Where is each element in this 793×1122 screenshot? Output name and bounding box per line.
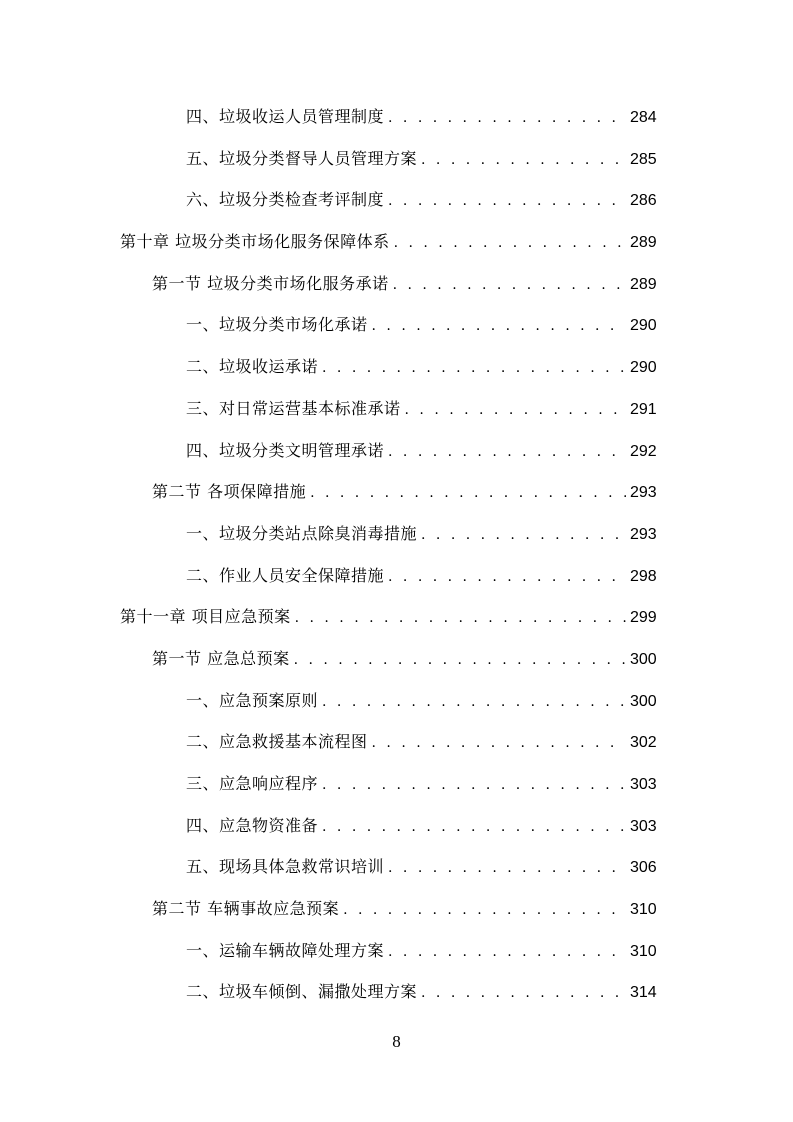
toc-entry-item[interactable] — [0, 680, 793, 722]
toc-entry-title: 二、垃圾收运承诺 — [186, 357, 319, 377]
toc-entry-section[interactable] — [0, 471, 793, 513]
toc-entry-section[interactable] — [0, 638, 793, 680]
dot-leader — [372, 723, 626, 765]
toc-entry-page-number: 310 — [630, 901, 657, 919]
toc-entry-item[interactable] — [0, 304, 793, 346]
toc-entry-title: 第一节 应急总预案 — [152, 648, 290, 668]
toc-entry-section[interactable] — [0, 888, 793, 930]
toc-entry-title: 二、垃圾车倾倒、漏撒处理方案 — [186, 982, 418, 1002]
toc-entry-page-number: 303 — [630, 817, 657, 835]
toc-entry-page-number: 285 — [630, 150, 657, 168]
toc-entry-page-number: 310 — [630, 942, 657, 960]
toc-entry-section[interactable] — [0, 263, 793, 305]
dot-leader — [388, 181, 626, 223]
toc-entry-item[interactable] — [0, 805, 793, 847]
toc-entry-title: 第十章 垃圾分类市场化服务保障体系 — [120, 232, 390, 252]
toc-entry-title: 六、垃圾分类检查考评制度 — [186, 190, 385, 210]
toc-entry-title: 二、应急救援基本流程图 — [186, 732, 368, 752]
toc-entry-page-number: 291 — [630, 400, 657, 418]
dot-leader — [295, 598, 626, 640]
dot-leader — [294, 640, 626, 682]
toc-entry-page-number: 298 — [630, 567, 657, 585]
table-of-contents — [0, 96, 793, 1013]
dot-leader — [421, 140, 626, 182]
dot-leader — [343, 890, 626, 932]
toc-entry-title: 三、应急响应程序 — [186, 774, 319, 793]
toc-entry-page-number: 300 — [630, 650, 657, 668]
toc-entry-title: 二、作业人员安全保障措施 — [186, 565, 385, 585]
toc-entry-item[interactable] — [0, 430, 793, 472]
toc-entry-page-number: 289 — [630, 234, 657, 252]
toc-entry-title: 一、运输车辆故障处理方案 — [186, 940, 385, 960]
toc-entry-title: 四、应急物资准备 — [186, 815, 319, 835]
dot-leader — [322, 682, 626, 724]
dot-leader — [388, 557, 626, 599]
dot-leader — [388, 432, 626, 474]
toc-entry-item[interactable] — [0, 388, 793, 430]
toc-entry-page-number: 302 — [630, 734, 657, 752]
toc-entry-page-number: 292 — [630, 442, 657, 460]
toc-entry-page-number: 284 — [630, 109, 657, 126]
toc-entry-item[interactable] — [0, 138, 793, 180]
toc-entry-page-number: 299 — [630, 609, 657, 627]
toc-entry-page-number: 300 — [630, 692, 657, 710]
toc-entry-title: 第二节 车辆事故应急预案 — [152, 899, 340, 919]
toc-entry-item[interactable] — [0, 179, 793, 221]
toc-entry-chapter[interactable] — [0, 221, 793, 263]
toc-entry-item[interactable] — [0, 721, 793, 763]
dot-leader — [322, 765, 626, 807]
toc-entry-title: 四、垃圾收运人员管理制度 — [186, 107, 385, 126]
dot-leader — [393, 265, 626, 307]
toc-entry-item[interactable] — [0, 513, 793, 555]
dot-leader — [394, 223, 626, 265]
toc-entry-title: 第二节 各项保障措施 — [152, 482, 307, 502]
page-number: 8 — [392, 1032, 401, 1051]
dot-leader — [322, 348, 626, 390]
toc-entry-item[interactable] — [0, 346, 793, 388]
dot-leader — [322, 807, 626, 849]
toc-entry-page-number: 290 — [630, 317, 657, 335]
toc-entry-item[interactable] — [0, 971, 793, 1013]
toc-entry-title: 第十一章 项目应急预案 — [120, 607, 291, 627]
toc-entry-title: 第一节 垃圾分类市场化服务承诺 — [152, 273, 389, 293]
toc-entry-title: 一、应急预案原则 — [186, 690, 319, 710]
dot-leader — [405, 390, 626, 432]
toc-entry-page-number: 306 — [630, 859, 657, 877]
toc-entry-page-number: 289 — [630, 275, 657, 293]
toc-entry-title: 一、垃圾分类站点除臭消毒措施 — [186, 523, 418, 543]
toc-entry-page-number: 293 — [630, 525, 657, 543]
toc-entry-item[interactable] — [0, 763, 793, 805]
toc-entry-title: 一、垃圾分类市场化承诺 — [186, 315, 368, 335]
toc-entry-item[interactable] — [0, 930, 793, 972]
toc-entry-title: 五、垃圾分类督导人员管理方案 — [186, 148, 418, 168]
dot-leader — [372, 306, 626, 348]
toc-entry-page-number: 290 — [630, 359, 657, 377]
toc-entry-title: 三、对日常运营基本标准承诺 — [186, 398, 401, 418]
dot-leader — [388, 932, 626, 974]
toc-entry-page-number: 314 — [630, 984, 657, 1002]
toc-entry-title: 四、垃圾分类文明管理承诺 — [186, 440, 385, 460]
toc-entry-item[interactable] — [0, 555, 793, 597]
toc-entry-item[interactable] — [0, 96, 793, 138]
toc-entry-item[interactable] — [0, 846, 793, 888]
toc-entry-page-number: 286 — [630, 192, 657, 210]
dot-leader — [421, 515, 626, 557]
toc-entry-chapter[interactable] — [0, 596, 793, 638]
dot-leader — [310, 473, 626, 515]
toc-entry-page-number: 293 — [630, 484, 657, 502]
dot-leader — [388, 848, 626, 890]
dot-leader — [388, 98, 626, 140]
toc-entry-page-number: 303 — [630, 776, 657, 793]
toc-entry-title: 五、现场具体急救常识培训 — [186, 857, 385, 877]
dot-leader — [421, 973, 626, 1015]
